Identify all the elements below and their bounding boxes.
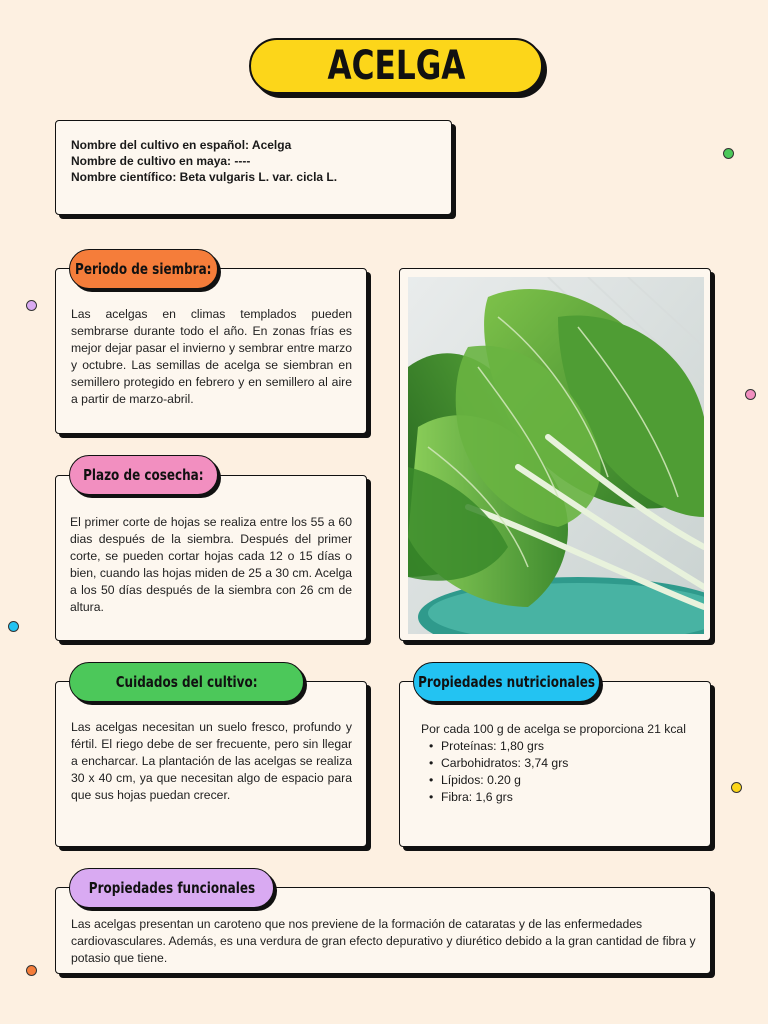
chard-photo-card <box>399 268 711 641</box>
nutrition-list <box>421 738 696 806</box>
nutrition-item: • Lípidos: 0.20 g <box>421 772 696 789</box>
funcionales-text: Las acelgas presentan un caroteno que nos previene de la formación de cataratas y de las enfermedades cardiovasculares. Además, es una verdura de gran efecto depurativo y diurético debido a la gran cantidad de fibra y potasio que tiene. <box>71 917 696 965</box>
maya-name: Nombre de cultivo en maya: ---- <box>71 154 251 168</box>
decorative-dot-green <box>723 148 734 159</box>
cuidados-text: Las acelgas necesitan un suelo fresco, profundo y fértil. El riego debe de ser frecuente, pero sin llegar a encharcar. La plantación de las acelgas se realiza 30 x 40 cm, ya que necesitan algo de espacio para que sus hojas puedan crecer. <box>71 720 352 802</box>
cuidados-label: Cuidados del cultivo: <box>69 662 304 702</box>
siembra-text: Las acelgas en climas templados pueden sembrarse durante todo el año. En zonas frías es mejor dejar pasar el invierno y sembrar entre marzo y octubre. Las semillas de acelga se siembran en semillero protegido en febrero y en semillero al aire a partir de marzo-abril. <box>71 307 352 406</box>
spanish-name: Nombre del cultivo en español: Acelga <box>71 138 292 152</box>
siembra-card <box>55 268 367 434</box>
cosecha-label: Plazo de cosecha: <box>69 455 218 495</box>
funcionales-label: Propiedades funcionales <box>69 868 274 908</box>
cuidados-card <box>55 681 367 847</box>
page-title <box>249 38 543 94</box>
cosecha-card <box>55 475 367 641</box>
chard-photo <box>408 277 704 634</box>
cosecha-text: El primer corte de hojas se realiza entre los 55 a 60 dias después de la siembra. Después del primer corte, se pueden cortar hojas cada 12 o 15 días o bien, cuando las hojas miden de 25 a 30 cm. Acelga a los 50 días después de la siembra con 26 cm de altura. <box>70 515 352 614</box>
nutrition-item: • Fibra: 1,6 grs <box>421 789 696 806</box>
decorative-dot-yellow <box>731 782 742 793</box>
nutrition-item: • Proteínas: 1,80 grs <box>421 738 696 755</box>
nutrition-item: • Carbohidratos: 3,74 grs <box>421 755 696 772</box>
decorative-dot-pink <box>745 389 756 400</box>
decorative-dot-orange <box>26 965 37 976</box>
crop-names-card <box>55 120 452 215</box>
nutricionales-card <box>399 681 711 847</box>
siembra-label: Periodo de siembra: <box>69 249 218 289</box>
nutricionales-label: Propiedades nutricionales <box>413 662 600 702</box>
nutricionales-intro: Por cada 100 g de acelga se proporciona 21 kcal <box>421 722 686 736</box>
decorative-dot-purple <box>26 300 37 311</box>
page-title-text: ACELGA <box>326 43 465 89</box>
decorative-dot-blue <box>8 621 19 632</box>
scientific-name: Nombre científico: Beta vulgaris L. var. cicla L. <box>71 170 338 184</box>
